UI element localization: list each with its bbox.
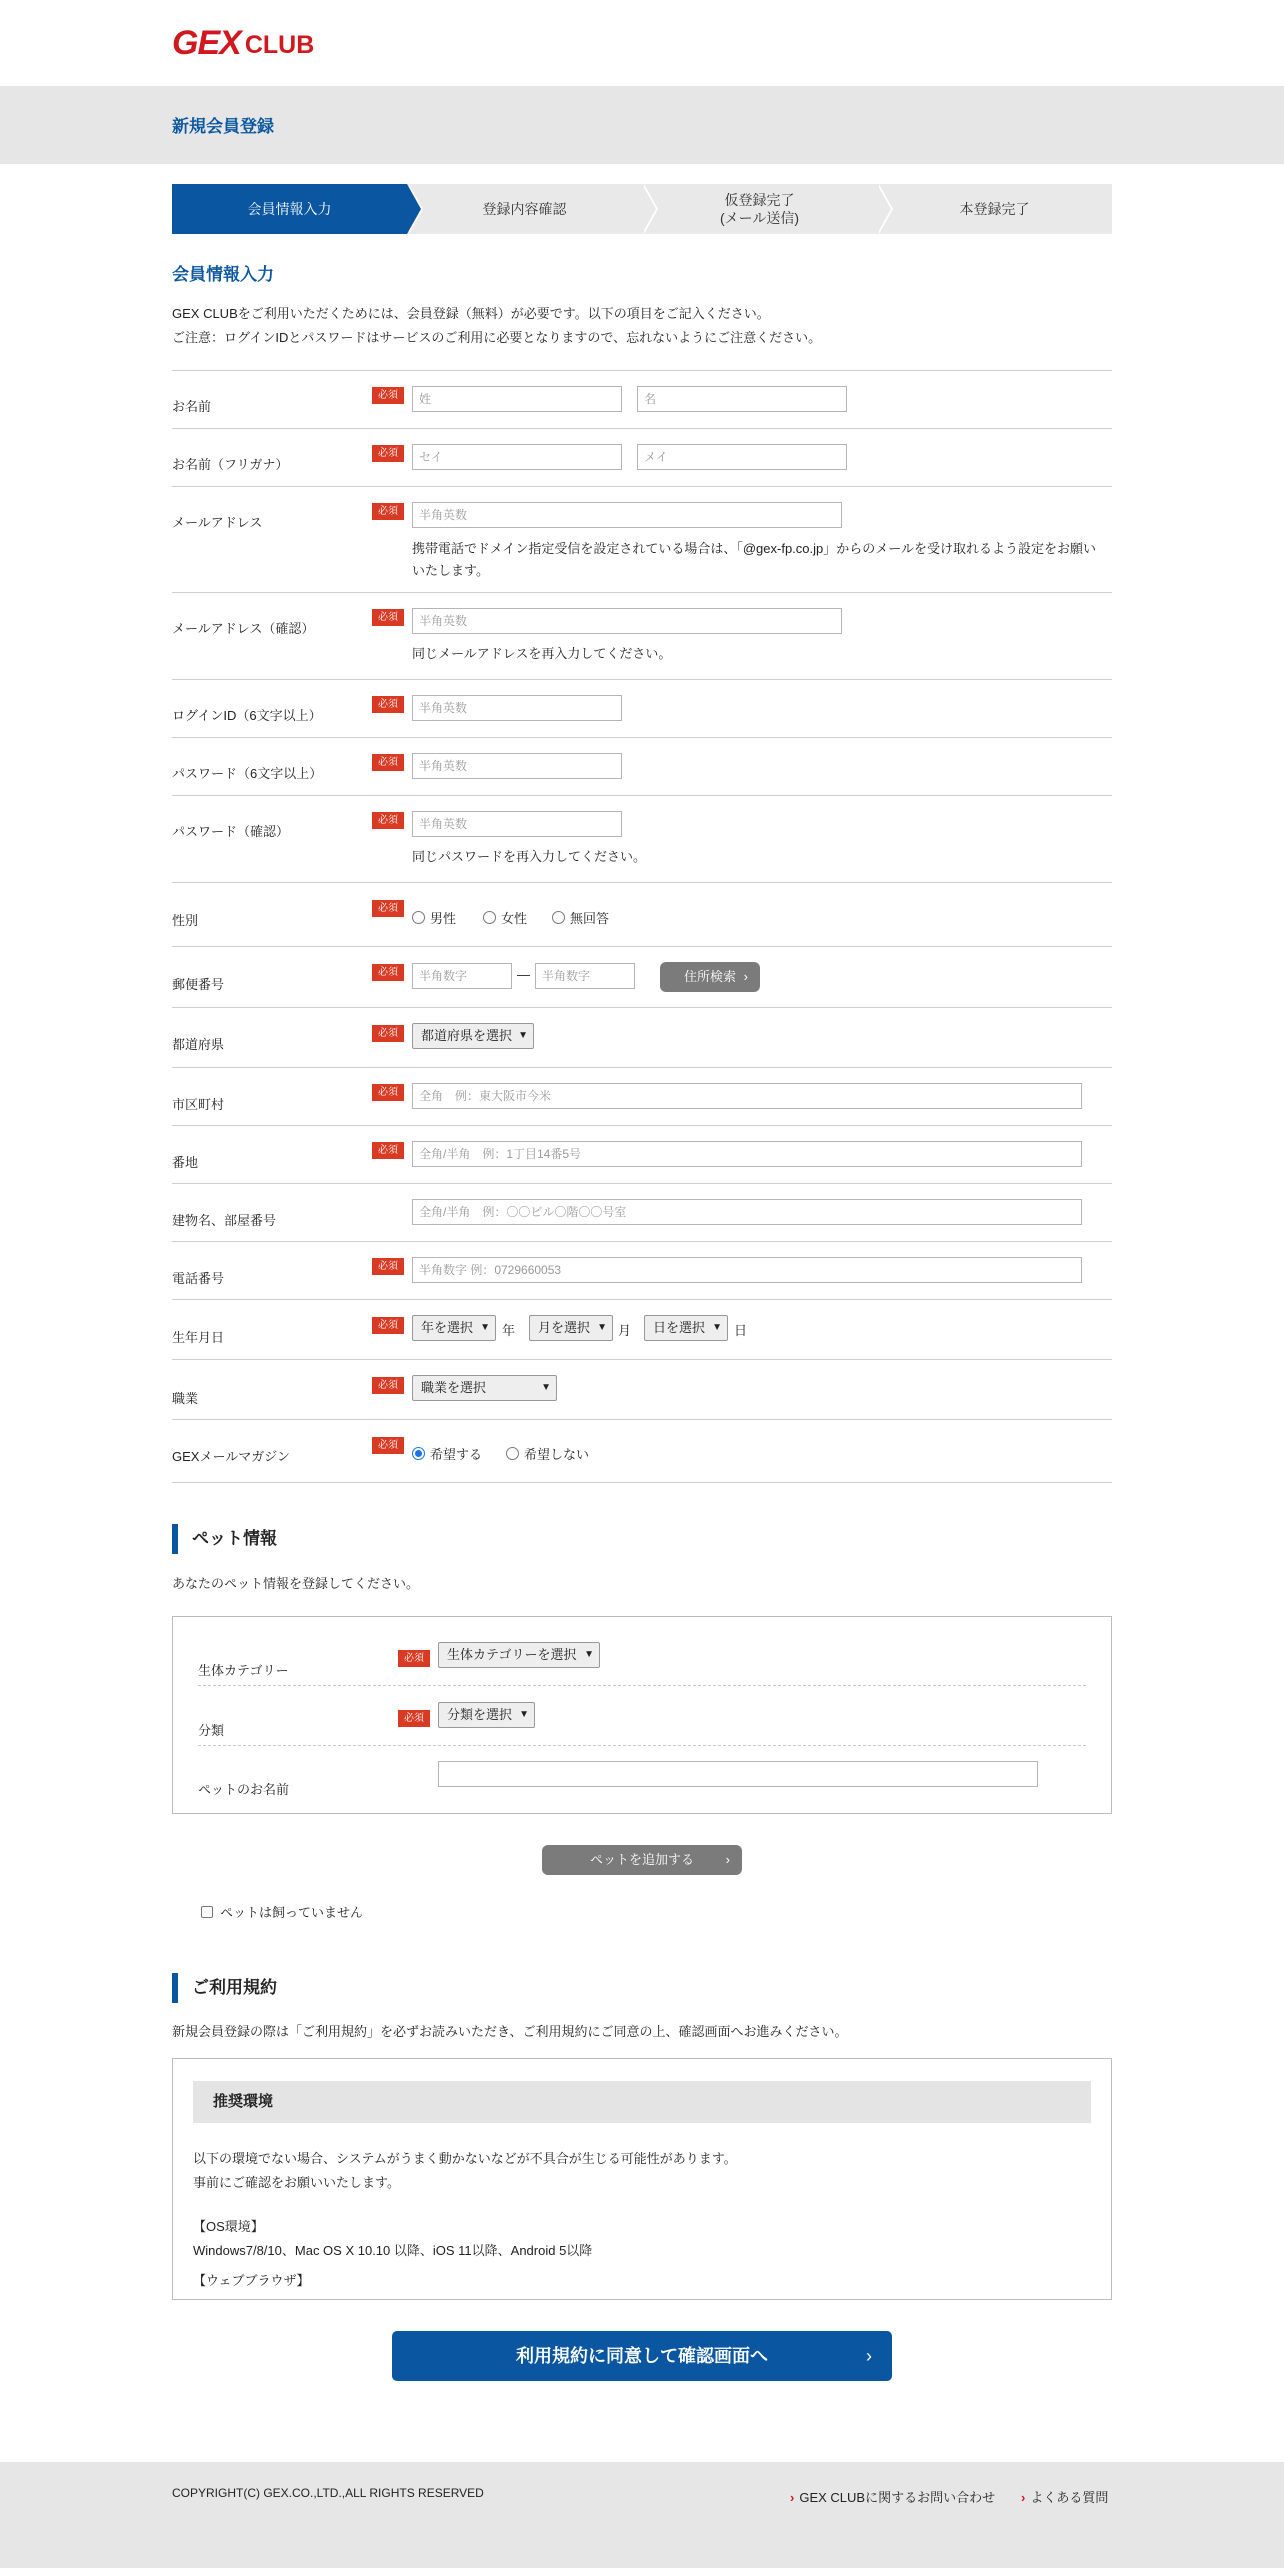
birth-month-select[interactable] [529, 1315, 613, 1341]
field-label: 職業 [172, 1391, 199, 1406]
first-name-input[interactable]: 名 [637, 386, 847, 412]
chevron-down-icon: ▼ [712, 1322, 722, 1333]
field-label: 性別 [172, 913, 199, 928]
required-badge: 必須 [372, 1025, 404, 1042]
radio-label: 女性 [501, 911, 528, 926]
note-line: いたします。 [412, 563, 489, 578]
chevron-down-icon: ▼ [518, 1030, 528, 1041]
terms-browser-heading: 【ウェブブラウザ】 [193, 2273, 310, 2288]
field-label: ログインID（6文字以上） [172, 708, 322, 723]
terms-section-heading: ご利用規約 [172, 1973, 277, 2003]
agree-and-confirm-button[interactable] [392, 2331, 892, 2381]
pet-name-input[interactable] [438, 1761, 1038, 1787]
row-job [172, 1359, 1112, 1419]
select-value: 生体カテゴリーを選択 [447, 1647, 577, 1662]
checkbox-label: ペットは飼っていません [220, 1905, 364, 1920]
gender-male-radio[interactable] [412, 908, 456, 927]
button-label: 住所検索 [683, 969, 736, 984]
row-building [172, 1183, 1112, 1241]
row-birthdate [172, 1299, 1112, 1359]
radio-dot[interactable] [483, 911, 496, 924]
password-confirm-note: 同じパスワードを再入力してください。 [412, 849, 647, 864]
pet-category-select[interactable] [438, 1642, 600, 1668]
field-label: メールアドレス [172, 515, 263, 530]
copyright: COPYRIGHT(C) GEX.CO.,LTD.,ALL RIGHTS RESERVED [172, 2486, 484, 2500]
row-address [172, 1125, 1112, 1183]
year-unit: 年 [502, 1323, 516, 1338]
field-label: 郵便番号 [172, 977, 225, 992]
magazine-yes-radio[interactable] [412, 1444, 482, 1463]
city-input[interactable]: 全角 例：東大阪市今米 [412, 1083, 1082, 1109]
row-password [172, 737, 1112, 795]
required-badge: 必須 [372, 964, 404, 981]
logo-gex: GEX [172, 24, 241, 62]
logo-club: CLUB [244, 31, 315, 59]
field-label: 番地 [172, 1155, 199, 1170]
required-badge: 必須 [372, 696, 404, 713]
chevron-down-icon: ▼ [584, 1649, 594, 1660]
required-badge: 必須 [372, 445, 404, 462]
required-badge: 必須 [372, 1377, 404, 1394]
password-input[interactable]: 半角英数 [412, 753, 622, 779]
add-pet-button[interactable] [542, 1845, 742, 1875]
last-name-kana-input[interactable]: セイ [412, 444, 622, 470]
required-badge: 必須 [372, 1084, 404, 1101]
chevron-down-icon: ▼ [597, 1322, 607, 1333]
footer-link-contact[interactable] [790, 2487, 995, 2506]
birth-year-select[interactable] [412, 1315, 496, 1341]
terms-line: 以下の環境でない場合、システムがうまく動かないなどが不具合が生じる可能性があります。 [193, 2151, 737, 2166]
row-gender [172, 882, 1112, 946]
row-email [172, 486, 1112, 592]
radio-dot[interactable] [506, 1447, 519, 1460]
link-label: GEX CLUBに関するお問い合わせ [799, 2490, 996, 2505]
select-value: 職業を選択 [421, 1380, 487, 1395]
select-value: 月を選択 [538, 1320, 591, 1335]
address-input[interactable]: 全角/半角 例：1丁目14番5号 [412, 1141, 1082, 1167]
email-input[interactable]: 半角英数 [412, 502, 842, 528]
terms-box-title: 推奨環境 [193, 2081, 1091, 2123]
zip-first-input[interactable]: 半角数字 [412, 963, 512, 989]
checkbox-box[interactable] [201, 1906, 213, 1918]
gender-none-radio[interactable] [552, 908, 609, 927]
chevron-right-icon: › [1021, 2490, 1026, 2505]
required-badge: 必須 [372, 503, 404, 520]
divider [198, 1745, 1086, 1746]
step-label: 仮登録完了 (メール送信) [719, 192, 800, 226]
field-label: 電話番号 [172, 1271, 225, 1286]
row-login-id [172, 679, 1112, 737]
login-id-input[interactable]: 半角英数 [412, 695, 622, 721]
progress-steps [172, 184, 1112, 234]
prefecture-select[interactable] [412, 1023, 534, 1049]
chevron-down-icon: ▼ [519, 1709, 529, 1720]
row-name [172, 370, 1112, 428]
required-badge: 必須 [372, 1317, 404, 1334]
magazine-no-radio[interactable] [506, 1444, 589, 1463]
row-phone [172, 1241, 1112, 1299]
chevron-down-icon: ▼ [480, 1322, 490, 1333]
section-title: 会員情報入力 [172, 265, 274, 284]
email-confirm-note: 同じメールアドレスを再入力してください。 [412, 646, 672, 661]
step-label: 登録内容確認 [482, 201, 567, 217]
building-input[interactable]: 全角/半角 例：〇〇ビル〇階〇〇号室 [412, 1199, 1082, 1225]
step-1 [172, 184, 407, 234]
radio-label: 希望する [430, 1447, 483, 1462]
field-label: お名前（フリガナ） [172, 457, 289, 472]
chevron-right-icon: › [866, 2346, 872, 2366]
job-select[interactable] [412, 1375, 557, 1401]
step-3 [642, 184, 877, 234]
password-confirm-input[interactable]: 半角英数 [412, 811, 622, 837]
email-note [412, 538, 1096, 582]
select-value: 年を選択 [421, 1320, 474, 1335]
chevron-right-icon: › [743, 969, 748, 984]
required-badge: 必須 [372, 1142, 404, 1159]
title-bar [0, 86, 1284, 164]
address-search-button[interactable] [660, 962, 760, 992]
chevron-right-icon: › [790, 2490, 795, 2505]
required-badge: 必須 [372, 900, 404, 917]
field-label: パスワード（確認） [172, 824, 290, 839]
radio-label: 希望しない [524, 1447, 590, 1462]
required-badge: 必須 [372, 754, 404, 771]
row-kana [172, 428, 1112, 486]
terms-scroll-box[interactable] [172, 2058, 1112, 2300]
first-name-kana-input[interactable]: メイ [637, 444, 847, 470]
gex-club-logo[interactable] [172, 24, 315, 62]
required-badge: 必須 [372, 387, 404, 404]
zip-separator: — [517, 967, 530, 982]
radio-dot[interactable] [412, 911, 425, 924]
pet-class-select[interactable] [438, 1702, 535, 1728]
step-4 [877, 184, 1112, 234]
no-pet-checkbox[interactable] [201, 1902, 363, 1921]
row-password-confirm [172, 795, 1112, 882]
required-badge: 必須 [372, 1437, 404, 1454]
radio-label: 男性 [430, 911, 457, 926]
pet-intro: あなたのペット情報を登録してください。 [172, 1576, 420, 1591]
birth-day-select[interactable] [644, 1315, 728, 1341]
intro-line: GEX CLUBをご利用いただくためには、会員登録（無料）が必要です。以下の項目をご記入ください。 [172, 306, 770, 321]
note-line: 携帯電話でドメイン指定受信を設定されている場合は、「@gex-fp.co.jp」からのメールを受け取れるよう設定をお願い [412, 541, 1096, 556]
intro-text [172, 302, 821, 350]
field-label: 市区町村 [172, 1097, 225, 1112]
footer-link-faq[interactable] [1021, 2487, 1108, 2506]
select-value: 分類を選択 [447, 1707, 513, 1722]
intro-line: ご注意：ログインIDとパスワードはサービスのご利用に必要となりますので、忘れないようにご注意ください。 [172, 330, 822, 345]
required-badge: 必須 [372, 609, 404, 626]
row-mail-magazine [172, 1419, 1112, 1483]
terms-os-heading: 【OS環境】 [193, 2219, 264, 2234]
radio-dot-selected[interactable] [412, 1447, 425, 1460]
field-label: GEXメールマガジン [172, 1449, 290, 1464]
button-label: ペットを追加する [589, 1852, 694, 1867]
chevron-down-icon: ▼ [541, 1382, 551, 1393]
day-unit: 日 [734, 1323, 748, 1338]
field-label: 都道府県 [172, 1037, 225, 1052]
month-unit: 月 [618, 1323, 632, 1338]
footer [0, 2462, 1284, 2568]
field-label: 生体カテゴリー [198, 1663, 289, 1678]
terms-line: 事前にご確認をお願いいたします。 [193, 2175, 400, 2190]
field-label: 分類 [198, 1723, 225, 1738]
required-badge: 必須 [398, 1710, 430, 1727]
last-name-input[interactable]: 姓 [412, 386, 622, 412]
terms-os-text: Windows7/8/10、Mac OS X 10.10 以降、iOS 11以降、Android 5以降 [193, 2243, 593, 2258]
required-badge: 必須 [398, 1650, 430, 1667]
field-label: お名前 [172, 399, 212, 414]
email-confirm-input[interactable]: 半角英数 [412, 608, 842, 634]
divider [198, 1685, 1086, 1686]
button-label: 利用規約に同意して確認画面へ [516, 2346, 768, 2366]
page-title: 新規会員登録 [172, 117, 274, 136]
radio-dot[interactable] [552, 911, 565, 924]
field-label: メールアドレス（確認） [172, 621, 315, 636]
field-label: ペットのお名前 [198, 1782, 290, 1797]
radio-label: 無回答 [570, 911, 610, 926]
row-email-confirm [172, 592, 1112, 679]
pet-info-box [172, 1616, 1112, 1814]
gender-female-radio[interactable] [483, 908, 527, 927]
step-label: 会員情報入力 [247, 201, 332, 217]
terms-intro: 新規会員登録の際は「ご利用規約」を必ずお読みいただき、ご利用規約にご同意の上、確認画面へお進みください。 [172, 2024, 848, 2039]
row-city [172, 1067, 1112, 1125]
required-badge: 必須 [372, 1258, 404, 1275]
chevron-right-icon: › [725, 1852, 730, 1867]
link-label: よくある質問 [1030, 2490, 1109, 2505]
zip-second-input[interactable]: 半角数字 [535, 963, 635, 989]
required-badge: 必須 [372, 812, 404, 829]
row-prefecture [172, 1007, 1112, 1067]
field-label: 生年月日 [172, 1330, 225, 1345]
field-label: 建物名、部屋番号 [172, 1213, 277, 1228]
row-zip [172, 946, 1112, 1007]
pet-section-heading: ペット情報 [172, 1524, 277, 1554]
phone-input[interactable]: 半角数字 例：0729660053 [412, 1257, 1082, 1283]
select-value: 都道府県を選択 [421, 1028, 513, 1043]
field-label: パスワード（6文字以上） [172, 766, 323, 781]
step-2 [407, 184, 642, 234]
step-label: 本登録完了 [959, 201, 1030, 217]
select-value: 日を選択 [653, 1320, 706, 1335]
